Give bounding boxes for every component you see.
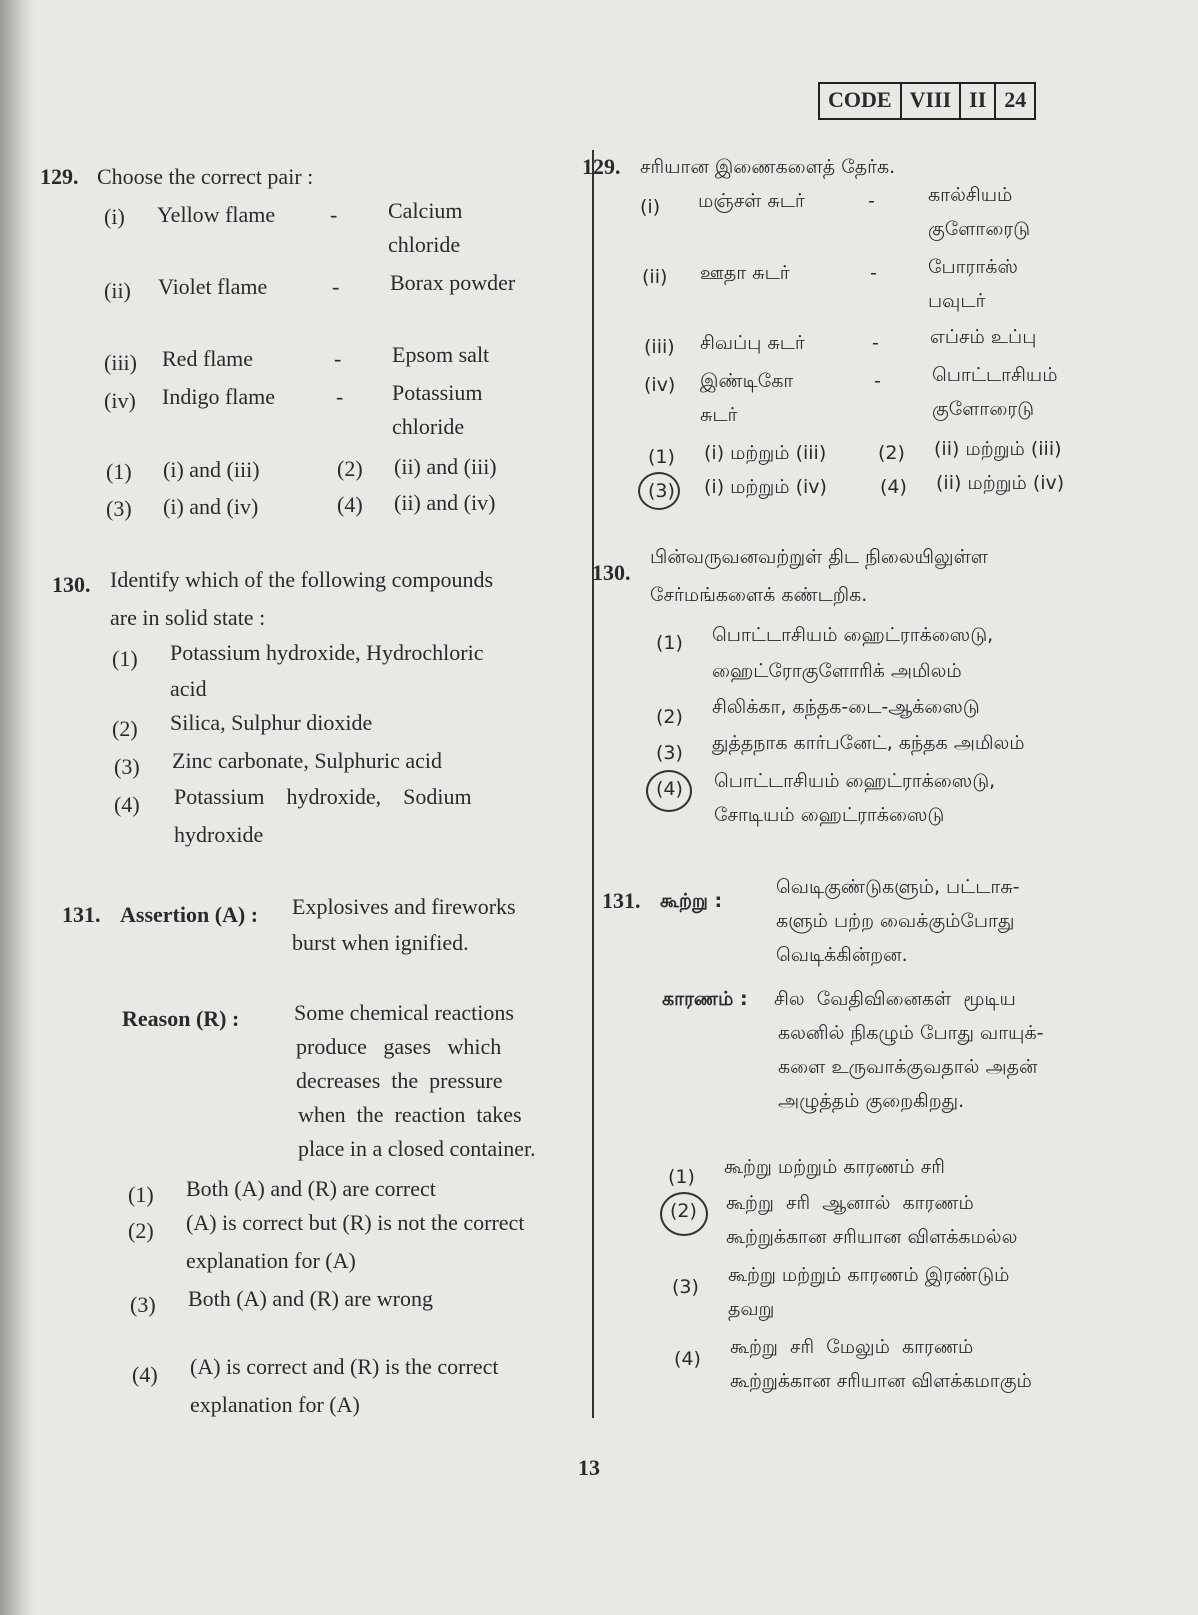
q131-option-4-line-1: (A) is correct and (R) is the correct xyxy=(190,1354,499,1379)
ta-q129-pair-1-right-1: கால்சியம் xyxy=(928,184,1013,206)
q129-option-3-number: (3) xyxy=(106,496,132,521)
code-part-3: 24 xyxy=(1004,87,1027,112)
q129-text: Choose the correct pair : xyxy=(97,164,314,189)
q130-option-2-line-1: Silica, Sulphur dioxide xyxy=(170,710,373,735)
q129-pair-1-left: Yellow flame xyxy=(157,202,276,227)
q131-option-3-line-1: Both (A) and (R) are wrong xyxy=(188,1286,433,1311)
q130-option-1-line-2: acid xyxy=(170,676,207,701)
ta-q129-pair-4-dash: - xyxy=(874,370,881,392)
q131-option-4-line-2: explanation for (A) xyxy=(190,1392,360,1417)
ta-q131-option-2-line-1: கூற்று சரி ஆனால் காரணம் xyxy=(726,1192,974,1214)
q129-pair-4-roman: (iv) xyxy=(104,388,136,413)
q130-option-4-line-1: Potassium hydroxide, Sodium xyxy=(174,784,472,809)
q129-pair-1-right-2: chloride xyxy=(388,232,461,257)
q130-line-1: Identify which of the following compounds xyxy=(110,567,494,592)
q129-option-1-number: (1) xyxy=(106,459,132,484)
q131-number: 131. xyxy=(62,902,101,927)
q129-pair-4-left: Indigo flame xyxy=(162,384,276,409)
q131-option-2-line-2: explanation for (A) xyxy=(186,1248,356,1273)
ta-q131-option-3-line-2: தவறு xyxy=(728,1298,775,1320)
q130-line-2: are in solid state : xyxy=(110,605,266,630)
q131-reason-line-3: decreases the pressure xyxy=(296,1068,503,1093)
ta-q131-reason-line-1: சில வேதிவினைகள் மூடிய xyxy=(774,988,1016,1010)
q131-option-2-line-1: (A) is correct but (R) is not the correct xyxy=(186,1210,525,1235)
ta-q129-option-1-number: (1) xyxy=(648,446,675,468)
q129-pair-3-right-1: Epsom salt xyxy=(392,342,490,367)
q131-reason-label: Reason (R) : xyxy=(122,1006,240,1031)
q130-option-3-number: (3) xyxy=(114,754,140,779)
ta-q129-pair-2-roman: (ii) xyxy=(642,266,668,288)
ta-q130-option-2-line-1: சிலிக்கா, கந்தக-டை-ஆக்ஸைடு xyxy=(712,696,980,718)
ta-q129-pair-2-right-1: போராக்ஸ் xyxy=(928,256,1018,278)
ta-q131-reason-line-4: அழுத்தம் குறைகிறது. xyxy=(778,1090,965,1112)
q129-option-1-text: (i) and (iii) xyxy=(163,457,260,482)
ta-q130-option-4-line-1: பொட்டாசியம் ஹைட்ராக்ஸைடு, xyxy=(714,770,996,792)
q130-option-2-number: (2) xyxy=(112,716,138,741)
ta-q129-pair-1-roman: (i) xyxy=(640,196,661,218)
ta-q129-option-1-text: (i) மற்றும் (iii) xyxy=(704,442,827,464)
answer-mark-circle-q129 xyxy=(638,472,680,510)
ta-q131-option-4-line-2: கூற்றுக்கான சரியான விளக்கமாகும் xyxy=(730,1370,1032,1392)
ta-q129-option-4-number: (4) xyxy=(880,476,907,498)
ta-q129-pair-4-left-2: சுடர் xyxy=(700,404,738,426)
q131-option-4-number: (4) xyxy=(132,1362,158,1387)
q129-option-2-text: (ii) and (iii) xyxy=(394,454,497,479)
q129-option-2-number: (2) xyxy=(337,456,363,481)
ta-q129-option-3-text: (i) மற்றும் (iv) xyxy=(704,476,827,498)
ta-q129-pair-4-roman: (iv) xyxy=(644,374,676,396)
ta-q130-option-1-line-1: பொட்டாசியம் ஹைட்ராக்ஸைடு, xyxy=(712,624,994,646)
ta-q131-option-4-line-1: கூற்று சரி மேலும் காரணம் xyxy=(730,1336,974,1358)
ta-q129-text: சரியான இணைகளைத் தேர்க. xyxy=(640,156,896,178)
column-divider xyxy=(592,150,594,1418)
ta-q131-option-4-number: (4) xyxy=(674,1348,701,1370)
ta-q131-reason-line-2: கலனில் நிகழும் போது வாயுக்- xyxy=(778,1022,1044,1044)
q130-option-1-number: (1) xyxy=(112,646,138,671)
q129-pair-2-dash: - xyxy=(332,274,340,299)
ta-q129-pair-4-left-1: இண்டிகோ xyxy=(700,370,794,392)
ta-q131-option-1-number: (1) xyxy=(668,1166,695,1188)
ta-q129-option-3-number: (3) xyxy=(648,480,675,502)
ta-q131-assertion-line-2: களும் பற்ற வைக்கும்போது xyxy=(776,910,1015,932)
ta-q129-number: 129. xyxy=(582,154,621,179)
ta-q130-line-2: சேர்மங்களைக் கண்டறிக. xyxy=(650,584,868,606)
ta-q131-option-2-number: (2) xyxy=(670,1200,697,1222)
ta-q131-option-3-line-1: கூற்று மற்றும் காரணம் இரண்டும் xyxy=(728,1264,1010,1286)
code-part-1: VIII xyxy=(902,84,962,118)
ta-q131-reason-label: காரணம் : xyxy=(662,988,748,1010)
ta-q129-pair-3-left: சிவப்பு சுடர் xyxy=(700,332,805,354)
q131-reason-line-4: when the reaction takes xyxy=(298,1102,522,1127)
scan-edge-shadow xyxy=(0,0,34,1615)
q131-assertion-line-1: Explosives and fireworks xyxy=(292,894,516,919)
ta-q129-pair-1-right-2: குளோரைடு xyxy=(928,218,1031,240)
q131-option-2-number: (2) xyxy=(128,1218,154,1243)
ta-q130-option-3-line-1: துத்தநாக கார்பனேட், கந்தக அமிலம் xyxy=(712,732,1025,754)
ta-q129-pair-1-dash: - xyxy=(868,190,875,212)
q129-pair-3-dash: - xyxy=(334,346,342,371)
q129-pair-4-right-2: chloride xyxy=(392,414,465,439)
page-number: 13 xyxy=(578,1455,600,1480)
ta-q131-option-2-line-2: கூற்றுக்கான சரியான விளக்கமல்ல xyxy=(726,1226,1018,1248)
q131-option-1-number: (1) xyxy=(128,1182,154,1207)
code-box xyxy=(818,82,1036,120)
ta-q129-pair-1-left: மஞ்சள் சுடர் xyxy=(698,190,805,212)
ta-q130-option-1-number: (1) xyxy=(656,632,683,654)
q130-number: 130. xyxy=(52,572,91,597)
q129-pair-3-roman: (iii) xyxy=(104,350,137,375)
q130-option-1-line-1: Potassium hydroxide, Hydrochloric xyxy=(170,640,484,665)
q131-assertion-line-2: burst when ignified. xyxy=(292,930,469,955)
ta-q129-option-4-text: (ii) மற்றும் (iv) xyxy=(936,472,1065,494)
q129-pair-4-dash: - xyxy=(336,384,344,409)
ta-q129-pair-2-right-2: பவுடர் xyxy=(928,290,986,312)
code-label: CODE xyxy=(820,84,902,118)
answer-mark-circle-q131 xyxy=(660,1192,708,1236)
ta-q130-number: 130. xyxy=(592,560,631,585)
ta-q129-option-2-number: (2) xyxy=(878,442,905,464)
ta-q131-assertion-label: கூற்று : xyxy=(660,890,723,912)
ta-q129-pair-3-roman: (iii) xyxy=(644,336,675,358)
q131-assertion-label: Assertion (A) : xyxy=(120,902,259,927)
q129-option-3-text: (i) and (iv) xyxy=(163,494,259,519)
ta-q129-pair-2-dash: - xyxy=(870,262,877,284)
q129-pair-4-right-1: Potassium xyxy=(392,380,483,405)
q129-pair-2-roman: (ii) xyxy=(104,278,131,303)
q129-number: 129. xyxy=(40,164,79,189)
ta-q131-reason-line-3: களை உருவாக்குவதால் அதன் xyxy=(778,1056,1038,1078)
q130-option-4-line-2: hydroxide xyxy=(174,822,264,847)
ta-q129-pair-4-right-2: குளோரைடு xyxy=(932,398,1035,420)
ta-q129-option-2-text: (ii) மற்றும் (iii) xyxy=(934,438,1062,460)
ta-q130-option-4-number: (4) xyxy=(656,778,683,800)
q131-option-1-line-1: Both (A) and (R) are correct xyxy=(186,1176,436,1201)
ta-q131-number: 131. xyxy=(602,888,641,913)
q129-pair-1-right-1: Calcium xyxy=(388,198,463,223)
ta-q131-assertion-line-3: வெடிக்கின்றன. xyxy=(776,944,908,966)
ta-q129-pair-2-left: ஊதா சுடர் xyxy=(700,262,790,284)
ta-q129-pair-3-right-1: எப்சம் உப்பு xyxy=(930,326,1037,348)
q129-pair-3-left: Red flame xyxy=(162,346,254,371)
q129-pair-1-dash: - xyxy=(330,202,338,227)
ta-q131-assertion-line-1: வெடிகுண்டுகளும், பட்டாசு- xyxy=(776,876,1020,898)
ta-q131-option-1-line-1: கூற்று மற்றும் காரணம் சரி xyxy=(724,1156,945,1178)
q131-option-3-number: (3) xyxy=(130,1292,156,1317)
q129-option-4-number: (4) xyxy=(337,492,363,517)
ta-q130-option-2-number: (2) xyxy=(656,706,683,728)
q129-option-4-text: (ii) and (iv) xyxy=(394,490,496,515)
ta-q130-option-4-line-2: சோடியம் ஹைட்ராக்ஸைடு xyxy=(714,804,945,826)
q131-reason-line-2: produce gases which xyxy=(296,1034,502,1059)
q129-pair-2-right-1: Borax powder xyxy=(390,270,516,295)
ta-q130-line-1: பின்வருவனவற்றுள் திட நிலையிலுள்ள xyxy=(650,546,988,568)
answer-mark-circle-q130 xyxy=(646,770,692,812)
ta-q129-pair-4-right-1: பொட்டாசியம் xyxy=(932,364,1058,386)
q130-option-3-line-1: Zinc carbonate, Sulphuric acid xyxy=(172,748,443,773)
q131-reason-line-5: place in a closed container. xyxy=(298,1136,536,1161)
ta-q129-pair-3-dash: - xyxy=(872,332,879,354)
ta-q131-option-3-number: (3) xyxy=(672,1276,699,1298)
q131-reason-line-1: Some chemical reactions xyxy=(294,1000,514,1025)
q130-option-4-number: (4) xyxy=(114,792,140,817)
ta-q130-option-3-number: (3) xyxy=(656,742,683,764)
ta-q130-option-1-line-2: ஹைட்ரோகுளோரிக் அமிலம் xyxy=(712,660,962,682)
q129-pair-2-left: Violet flame xyxy=(158,274,268,299)
q129-pair-1-roman: (i) xyxy=(104,204,125,229)
code-part-2: II xyxy=(961,84,996,118)
